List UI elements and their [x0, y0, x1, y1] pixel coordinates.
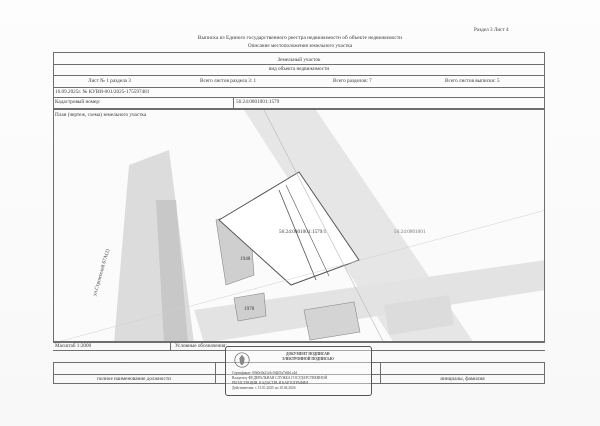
stamp-line-6: Действителен: с 15.01.2025 по 10.04.2026	[232, 386, 296, 390]
document-title: Выписка из Единого государственного реестра недвижимости об объекте недвижимости	[197, 35, 403, 41]
position-caption: полное наименование должности	[97, 376, 171, 382]
total-sheets-extract: Всего листов выписки: 5	[445, 78, 500, 84]
cadastral-number: 56:24:0801001:1579	[236, 99, 280, 105]
stamp-line-4: Владелец: ФЕДЕРАЛЬНАЯ СЛУЖБА ГОСУДАРСТВЕННОЙ	[232, 376, 328, 380]
quarter-label: 56:24:0801001	[394, 229, 426, 235]
signature-caption: инициалы, фамилия	[440, 376, 485, 382]
date-and-number: 16.09.2025г. № КУВИ-001/2025-175597481	[55, 89, 150, 95]
parcel-plan-drawing	[54, 110, 545, 342]
sheet-info: Лист № 1 раздела 3	[88, 78, 131, 84]
street-label: ул.Строителей 67А(2)	[92, 248, 112, 297]
scale-label: Масштаб 1:2000	[55, 343, 92, 349]
object-type-caption: вид объекта недвижимости	[268, 66, 330, 72]
stamp-line-3: Сертификат: 00b0c8a21e3c9d2f5a7e6b1c4d	[232, 371, 297, 375]
object-type: Земельный участок	[277, 57, 321, 63]
document-subtitle: Описание местоположения земельного участка	[247, 43, 353, 49]
building-label-1948: 1948	[240, 256, 251, 262]
stamp-line-1: ДОКУМЕНТ ПОДПИСАН	[286, 352, 330, 356]
stamp-line-2: ЭЛЕКТРОННОЙ ПОДПИСЬЮ	[282, 357, 334, 361]
total-sheets-section: Всего листов раздела 3: 1	[200, 78, 257, 84]
parcel-label: 56:24:0801001:1579/1	[279, 229, 327, 235]
cadastral-label: Кадастровый номер:	[55, 99, 101, 105]
parcel-plan	[53, 109, 545, 342]
legend-label: Условные обозначения:	[175, 343, 227, 349]
plan-caption: План (чертеж, схема) земельного участка	[55, 112, 147, 118]
building-label-1978: 1978	[244, 306, 255, 312]
electronic-signature-stamp	[225, 346, 372, 396]
coat-of-arms-icon	[233, 351, 251, 369]
section-sheet-label: Раздел 3 Лист 4	[474, 27, 509, 33]
stamp-line-5: РЕГИСТРАЦИИ, КАДАСТРА И КАРТОГРАФИИ	[232, 381, 308, 385]
total-sections: Всего разделов: 7	[333, 78, 372, 84]
